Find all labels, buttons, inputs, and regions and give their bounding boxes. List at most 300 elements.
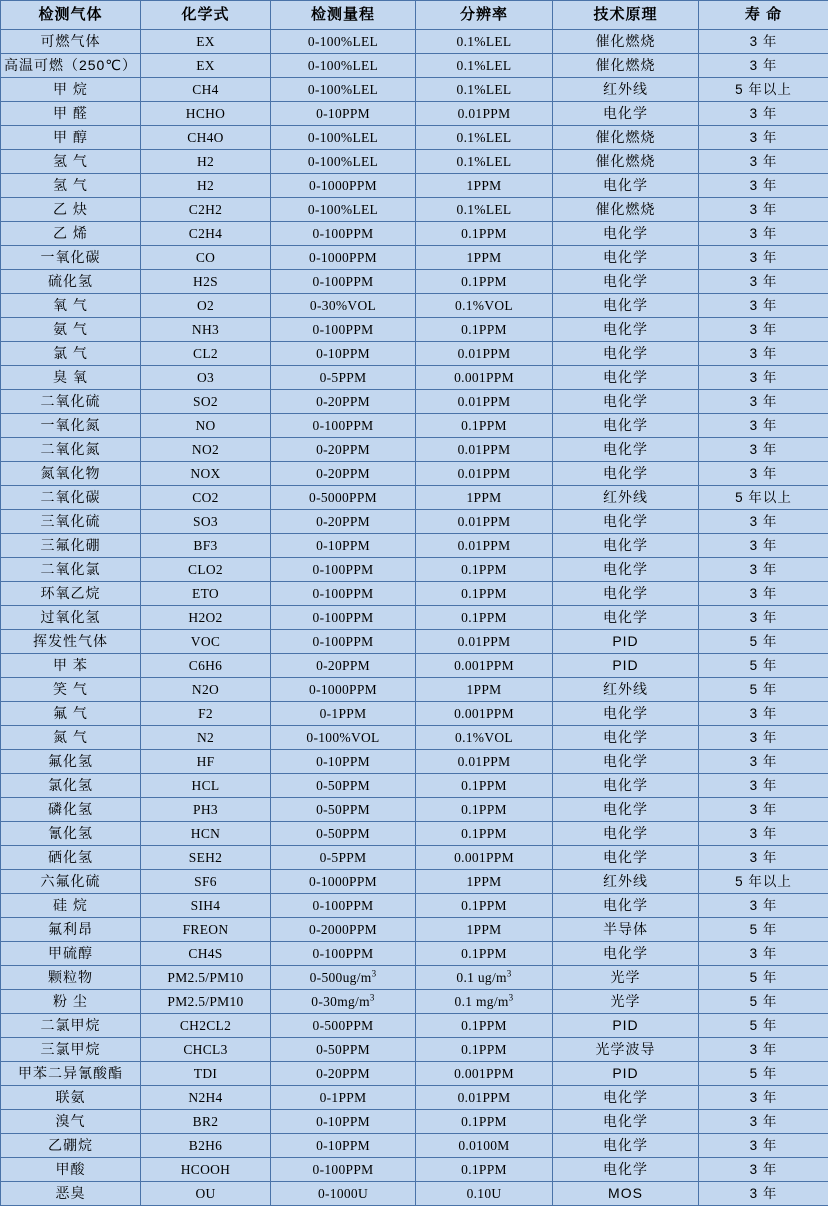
table-body	[1, 30, 828, 1206]
cell-detection-range: 0-50PPM	[271, 822, 416, 846]
cell-chemical-formula: C6H6	[141, 654, 271, 678]
cell-technical-principle: 电化学	[553, 294, 699, 318]
cell-chemical-formula: H2	[141, 150, 271, 174]
table-row	[1, 510, 828, 534]
cell-detection-range: 0-100PPM	[271, 894, 416, 918]
table-row	[1, 1014, 828, 1038]
cell-chemical-formula: CH4O	[141, 126, 271, 150]
column-header-formula: 化学式	[141, 1, 271, 30]
cell-chemical-formula: SO2	[141, 390, 271, 414]
cell-detection-range: 0-100PPM	[271, 582, 416, 606]
cell-gas-name: 甲 烷	[1, 78, 141, 102]
cell-detection-range: 0-100PPM	[271, 270, 416, 294]
cell-lifespan: 3 年	[699, 150, 828, 174]
cell-technical-principle: 电化学	[553, 438, 699, 462]
cell-technical-principle: 电化学	[553, 942, 699, 966]
cell-lifespan: 3 年	[699, 822, 828, 846]
table-row	[1, 846, 828, 870]
cell-lifespan: 3 年	[699, 894, 828, 918]
cell-technical-principle: 电化学	[553, 846, 699, 870]
cell-technical-principle: 电化学	[553, 510, 699, 534]
cell-detection-range: 0-2000PPM	[271, 918, 416, 942]
table-row	[1, 894, 828, 918]
cell-lifespan: 3 年	[699, 606, 828, 630]
cell-resolution: 1PPM	[416, 174, 553, 198]
cell-chemical-formula: SIH4	[141, 894, 271, 918]
table-row	[1, 270, 828, 294]
cell-chemical-formula: H2S	[141, 270, 271, 294]
cell-lifespan: 3 年	[699, 846, 828, 870]
cell-lifespan: 5 年	[699, 654, 828, 678]
cell-gas-name: 甲硫醇	[1, 942, 141, 966]
cell-technical-principle: 催化燃烧	[553, 30, 699, 54]
cell-resolution: 0.01PPM	[416, 438, 553, 462]
cell-resolution: 0.1PPM	[416, 1158, 553, 1182]
cell-resolution: 0.1PPM	[416, 270, 553, 294]
cell-gas-name: 三氯甲烷	[1, 1038, 141, 1062]
cell-chemical-formula: HCL	[141, 774, 271, 798]
cell-chemical-formula: CH2CL2	[141, 1014, 271, 1038]
cell-gas-name: 三氟化硼	[1, 534, 141, 558]
cell-lifespan: 5 年	[699, 1062, 828, 1086]
cell-chemical-formula: EX	[141, 30, 271, 54]
cell-lifespan: 3 年	[699, 1158, 828, 1182]
table-row	[1, 870, 828, 894]
table-row	[1, 750, 828, 774]
cell-chemical-formula: PM2.5/PM10	[141, 966, 271, 990]
cell-detection-range: 0-10PPM	[271, 1134, 416, 1158]
cell-technical-principle: 电化学	[553, 366, 699, 390]
cell-resolution: 0.01PPM	[416, 342, 553, 366]
cell-detection-range: 0-20PPM	[271, 438, 416, 462]
table-row	[1, 822, 828, 846]
cell-resolution: 0.1%LEL	[416, 198, 553, 222]
cell-chemical-formula: O3	[141, 366, 271, 390]
cell-gas-name: 氟 气	[1, 702, 141, 726]
cell-gas-name: 硒化氢	[1, 846, 141, 870]
cell-gas-name: 二氧化碳	[1, 486, 141, 510]
cell-technical-principle: 红外线	[553, 870, 699, 894]
cell-detection-range: 0-20PPM	[271, 390, 416, 414]
table-row	[1, 318, 828, 342]
cell-detection-range: 0-50PPM	[271, 774, 416, 798]
cell-technical-principle: 电化学	[553, 702, 699, 726]
cell-resolution: 0.01PPM	[416, 630, 553, 654]
cell-chemical-formula: PH3	[141, 798, 271, 822]
cell-technical-principle: 电化学	[553, 174, 699, 198]
cell-chemical-formula: CH4S	[141, 942, 271, 966]
cell-detection-range: 0-1000PPM	[271, 246, 416, 270]
cell-gas-name: 氮 气	[1, 726, 141, 750]
cell-lifespan: 3 年	[699, 126, 828, 150]
cell-gas-name: 挥发性气体	[1, 630, 141, 654]
cell-gas-name: 一氧化碳	[1, 246, 141, 270]
cell-gas-name: 一氧化氮	[1, 414, 141, 438]
cell-lifespan: 3 年	[699, 1086, 828, 1110]
cell-detection-range: 0-100PPM	[271, 222, 416, 246]
column-header-principle: 技术原理	[553, 1, 699, 30]
cell-gas-name: 氟化氢	[1, 750, 141, 774]
cell-lifespan: 5 年	[699, 678, 828, 702]
cell-resolution: 0.1PPM	[416, 222, 553, 246]
cell-gas-name: 氰化氢	[1, 822, 141, 846]
cell-lifespan: 5 年以上	[699, 78, 828, 102]
cell-detection-range: 0-1000PPM	[271, 870, 416, 894]
cell-chemical-formula: NO2	[141, 438, 271, 462]
cell-technical-principle: 电化学	[553, 750, 699, 774]
cell-gas-name: 二氧化氯	[1, 558, 141, 582]
table-row	[1, 78, 828, 102]
cell-technical-principle: 电化学	[553, 1086, 699, 1110]
cell-detection-range: 0-10PPM	[271, 342, 416, 366]
cell-lifespan: 3 年	[699, 798, 828, 822]
cell-lifespan: 5 年	[699, 990, 828, 1014]
cell-detection-range: 0-50PPM	[271, 798, 416, 822]
cell-detection-range: 0-20PPM	[271, 654, 416, 678]
table-row	[1, 774, 828, 798]
cell-technical-principle: 电化学	[553, 774, 699, 798]
cell-lifespan: 3 年	[699, 750, 828, 774]
cell-gas-name: 氧 气	[1, 294, 141, 318]
table-row	[1, 198, 828, 222]
cell-chemical-formula: PM2.5/PM10	[141, 990, 271, 1014]
table-row	[1, 102, 828, 126]
cell-gas-name: 氮氧化物	[1, 462, 141, 486]
cell-resolution: 0.01PPM	[416, 102, 553, 126]
cell-resolution: 0.1PPM	[416, 1014, 553, 1038]
cell-gas-name: 粉 尘	[1, 990, 141, 1014]
cell-lifespan: 3 年	[699, 1110, 828, 1134]
cell-resolution: 0.1%LEL	[416, 54, 553, 78]
cell-lifespan: 3 年	[699, 510, 828, 534]
cell-technical-principle: 电化学	[553, 1158, 699, 1182]
cell-detection-range: 0-10PPM	[271, 1110, 416, 1134]
cell-lifespan: 3 年	[699, 942, 828, 966]
cell-technical-principle: 红外线	[553, 486, 699, 510]
table-header-row	[1, 1, 828, 30]
cell-gas-name: 高温可燃（250℃）	[1, 54, 141, 78]
cell-lifespan: 3 年	[699, 1038, 828, 1062]
cell-technical-principle: 催化燃烧	[553, 198, 699, 222]
table-row	[1, 798, 828, 822]
cell-detection-range: 0-1000PPM	[271, 678, 416, 702]
cell-gas-name: 氟利昂	[1, 918, 141, 942]
cell-resolution: 0.1%LEL	[416, 126, 553, 150]
cell-resolution: 0.1PPM	[416, 606, 553, 630]
table-row	[1, 1134, 828, 1158]
table-row	[1, 54, 828, 78]
cell-chemical-formula: CHCL3	[141, 1038, 271, 1062]
cell-lifespan: 3 年	[699, 534, 828, 558]
cell-resolution: 0.001PPM	[416, 654, 553, 678]
cell-technical-principle: 电化学	[553, 798, 699, 822]
table-row	[1, 582, 828, 606]
column-header-lifespan: 寿 命	[699, 1, 828, 30]
cell-technical-principle: 电化学	[553, 318, 699, 342]
cell-technical-principle: 电化学	[553, 606, 699, 630]
cell-technical-principle: 电化学	[553, 102, 699, 126]
table-row	[1, 414, 828, 438]
cell-chemical-formula: H2O2	[141, 606, 271, 630]
cell-chemical-formula: O2	[141, 294, 271, 318]
cell-detection-range: 0-20PPM	[271, 510, 416, 534]
cell-detection-range: 0-100%VOL	[271, 726, 416, 750]
cell-technical-principle: 电化学	[553, 726, 699, 750]
cell-resolution: 0.0100M	[416, 1134, 553, 1158]
cell-detection-range: 0-5PPM	[271, 366, 416, 390]
cell-resolution: 0.1PPM	[416, 942, 553, 966]
table-row	[1, 630, 828, 654]
table-row	[1, 222, 828, 246]
cell-technical-principle: 电化学	[553, 342, 699, 366]
cell-detection-range: 0-30%VOL	[271, 294, 416, 318]
cell-technical-principle: 光学	[553, 990, 699, 1014]
cell-resolution: 0.1 $ug/m^3$	[416, 966, 553, 990]
cell-technical-principle: 电化学	[553, 390, 699, 414]
cell-resolution: 0.001PPM	[416, 702, 553, 726]
cell-gas-name: 乙硼烷	[1, 1134, 141, 1158]
cell-chemical-formula: ETO	[141, 582, 271, 606]
cell-resolution: 1PPM	[416, 918, 553, 942]
cell-lifespan: 3 年	[699, 438, 828, 462]
table-row	[1, 654, 828, 678]
cell-detection-range: 0-100PPM	[271, 558, 416, 582]
cell-technical-principle: 电化学	[553, 462, 699, 486]
cell-chemical-formula: B2H6	[141, 1134, 271, 1158]
cell-chemical-formula: SEH2	[141, 846, 271, 870]
cell-lifespan: 5 年以上	[699, 870, 828, 894]
cell-chemical-formula: CL2	[141, 342, 271, 366]
cell-chemical-formula: NOX	[141, 462, 271, 486]
cell-resolution: 0.1PPM	[416, 1110, 553, 1134]
cell-gas-name: 氨 气	[1, 318, 141, 342]
cell-chemical-formula: EX	[141, 54, 271, 78]
cell-gas-name: 二氧化氮	[1, 438, 141, 462]
cell-technical-principle: 电化学	[553, 534, 699, 558]
cell-lifespan: 5 年以上	[699, 486, 828, 510]
cell-chemical-formula: HF	[141, 750, 271, 774]
cell-chemical-formula: VOC	[141, 630, 271, 654]
cell-resolution: 0.1PPM	[416, 318, 553, 342]
cell-gas-name: 联氨	[1, 1086, 141, 1110]
cell-technical-principle: PID	[553, 630, 699, 654]
cell-detection-range: 0-5000PPM	[271, 486, 416, 510]
cell-detection-range: 0-20PPM	[271, 1062, 416, 1086]
cell-resolution: 0.1%LEL	[416, 30, 553, 54]
cell-resolution: 0.1PPM	[416, 774, 553, 798]
cell-resolution: 0.01PPM	[416, 462, 553, 486]
cell-lifespan: 3 年	[699, 270, 828, 294]
cell-detection-range: 0-100%LEL	[271, 126, 416, 150]
cell-lifespan: 3 年	[699, 726, 828, 750]
cell-chemical-formula: SF6	[141, 870, 271, 894]
column-header-range: 检测量程	[271, 1, 416, 30]
cell-chemical-formula: HCHO	[141, 102, 271, 126]
cell-technical-principle: 电化学	[553, 558, 699, 582]
cell-detection-range: 0-5PPM	[271, 846, 416, 870]
cell-detection-range: 0-1PPM	[271, 1086, 416, 1110]
cell-chemical-formula: SO3	[141, 510, 271, 534]
cell-gas-name: 恶臭	[1, 1182, 141, 1206]
cell-lifespan: 3 年	[699, 102, 828, 126]
table-row	[1, 678, 828, 702]
cell-chemical-formula: NH3	[141, 318, 271, 342]
cell-chemical-formula: HCN	[141, 822, 271, 846]
cell-lifespan: 3 年	[699, 414, 828, 438]
cell-gas-name: 氯化氢	[1, 774, 141, 798]
cell-chemical-formula: TDI	[141, 1062, 271, 1086]
cell-gas-name: 甲酸	[1, 1158, 141, 1182]
cell-detection-range: 0-10PPM	[271, 750, 416, 774]
cell-chemical-formula: N2	[141, 726, 271, 750]
cell-lifespan: 3 年	[699, 318, 828, 342]
cell-chemical-formula: NO	[141, 414, 271, 438]
cell-detection-range: 0-100%LEL	[271, 198, 416, 222]
column-header-gas: 检测气体	[1, 1, 141, 30]
cell-lifespan: 3 年	[699, 294, 828, 318]
table-row	[1, 246, 828, 270]
cell-gas-name: 氯 气	[1, 342, 141, 366]
cell-resolution: 0.01PPM	[416, 510, 553, 534]
table-row	[1, 366, 828, 390]
cell-gas-name: 磷化氢	[1, 798, 141, 822]
cell-chemical-formula: F2	[141, 702, 271, 726]
cell-chemical-formula: CH4	[141, 78, 271, 102]
column-header-resolution: 分辨率	[416, 1, 553, 30]
cell-lifespan: 3 年	[699, 30, 828, 54]
cell-technical-principle: 电化学	[553, 414, 699, 438]
cell-technical-principle: 催化燃烧	[553, 54, 699, 78]
cell-chemical-formula: C2H4	[141, 222, 271, 246]
cell-gas-name: 可燃气体	[1, 30, 141, 54]
cell-resolution: 0.1PPM	[416, 822, 553, 846]
cell-resolution: 0.01PPM	[416, 534, 553, 558]
cell-technical-principle: 电化学	[553, 270, 699, 294]
cell-chemical-formula: FREON	[141, 918, 271, 942]
table-row	[1, 390, 828, 414]
cell-chemical-formula: CLO2	[141, 558, 271, 582]
cell-gas-name: 甲 醇	[1, 126, 141, 150]
cell-technical-principle: 电化学	[553, 894, 699, 918]
cell-gas-name: 二氯甲烷	[1, 1014, 141, 1038]
cell-lifespan: 3 年	[699, 366, 828, 390]
cell-detection-range: 0-100%LEL	[271, 30, 416, 54]
cell-detection-range: 0-100PPM	[271, 1158, 416, 1182]
cell-technical-principle: PID	[553, 654, 699, 678]
table-row	[1, 990, 828, 1014]
cell-resolution: 0.1PPM	[416, 1038, 553, 1062]
cell-detection-range: 0-100PPM	[271, 630, 416, 654]
cell-lifespan: 5 年	[699, 630, 828, 654]
cell-gas-name: 氢 气	[1, 150, 141, 174]
cell-gas-name: 溴气	[1, 1110, 141, 1134]
cell-resolution: 0.1PPM	[416, 582, 553, 606]
cell-lifespan: 3 年	[699, 342, 828, 366]
cell-resolution: 0.1PPM	[416, 558, 553, 582]
cell-detection-range: 0-100%LEL	[271, 78, 416, 102]
table-row	[1, 294, 828, 318]
cell-resolution: 0.1%VOL	[416, 294, 553, 318]
cell-gas-name: 颗粒物	[1, 966, 141, 990]
cell-chemical-formula: BR2	[141, 1110, 271, 1134]
cell-detection-range: 0-1PPM	[271, 702, 416, 726]
table-row	[1, 534, 828, 558]
cell-resolution: 0.1PPM	[416, 894, 553, 918]
cell-lifespan: 3 年	[699, 774, 828, 798]
table-row	[1, 942, 828, 966]
cell-lifespan: 3 年	[699, 246, 828, 270]
cell-detection-range: 0-100PPM	[271, 942, 416, 966]
cell-chemical-formula: N2H4	[141, 1086, 271, 1110]
table-row	[1, 726, 828, 750]
cell-lifespan: 5 年	[699, 1014, 828, 1038]
cell-detection-range: 0-50PPM	[271, 1038, 416, 1062]
cell-resolution: 1PPM	[416, 678, 553, 702]
cell-chemical-formula: HCOOH	[141, 1158, 271, 1182]
cell-detection-range: 0-500PPM	[271, 1014, 416, 1038]
cell-technical-principle: 光学波导	[553, 1038, 699, 1062]
cell-gas-name: 乙 炔	[1, 198, 141, 222]
cell-gas-name: 甲 苯	[1, 654, 141, 678]
cell-resolution: 1PPM	[416, 870, 553, 894]
cell-chemical-formula: BF3	[141, 534, 271, 558]
cell-detection-range: 0-20PPM	[271, 462, 416, 486]
table-row	[1, 30, 828, 54]
cell-lifespan: 3 年	[699, 198, 828, 222]
cell-resolution: 0.10U	[416, 1182, 553, 1206]
cell-resolution: 1PPM	[416, 246, 553, 270]
cell-chemical-formula: N2O	[141, 678, 271, 702]
cell-chemical-formula: CO	[141, 246, 271, 270]
cell-technical-principle: 催化燃烧	[553, 150, 699, 174]
cell-lifespan: 5 年	[699, 918, 828, 942]
table-row	[1, 150, 828, 174]
cell-lifespan: 3 年	[699, 390, 828, 414]
cell-gas-name: 六氟化硫	[1, 870, 141, 894]
cell-technical-principle: 红外线	[553, 78, 699, 102]
cell-resolution: 0.001PPM	[416, 1062, 553, 1086]
cell-detection-range: 0-100PPM	[271, 318, 416, 342]
cell-resolution: 0.01PPM	[416, 390, 553, 414]
cell-gas-name: 臭 氧	[1, 366, 141, 390]
cell-lifespan: 3 年	[699, 1182, 828, 1206]
cell-technical-principle: PID	[553, 1014, 699, 1038]
table-row	[1, 1182, 828, 1206]
table-row	[1, 438, 828, 462]
cell-technical-principle: 电化学	[553, 582, 699, 606]
cell-technical-principle: 电化学	[553, 222, 699, 246]
table-row	[1, 918, 828, 942]
cell-resolution: 0.001PPM	[416, 366, 553, 390]
cell-resolution: 0.1%LEL	[416, 78, 553, 102]
cell-technical-principle: 半导体	[553, 918, 699, 942]
cell-lifespan: 3 年	[699, 582, 828, 606]
cell-detection-range: 0-100PPM	[271, 606, 416, 630]
cell-technical-principle: 电化学	[553, 1110, 699, 1134]
cell-lifespan: 3 年	[699, 702, 828, 726]
cell-resolution: 1PPM	[416, 486, 553, 510]
cell-technical-principle: 电化学	[553, 822, 699, 846]
cell-detection-range: $0-30mg/m^3$	[271, 990, 416, 1014]
cell-chemical-formula: C2H2	[141, 198, 271, 222]
table-row	[1, 702, 828, 726]
cell-detection-range: 0-100%LEL	[271, 150, 416, 174]
cell-technical-principle: 电化学	[553, 1134, 699, 1158]
cell-gas-name: 甲 醛	[1, 102, 141, 126]
cell-gas-name: 氢 气	[1, 174, 141, 198]
cell-gas-name: 笑 气	[1, 678, 141, 702]
cell-lifespan: 5 年	[699, 966, 828, 990]
